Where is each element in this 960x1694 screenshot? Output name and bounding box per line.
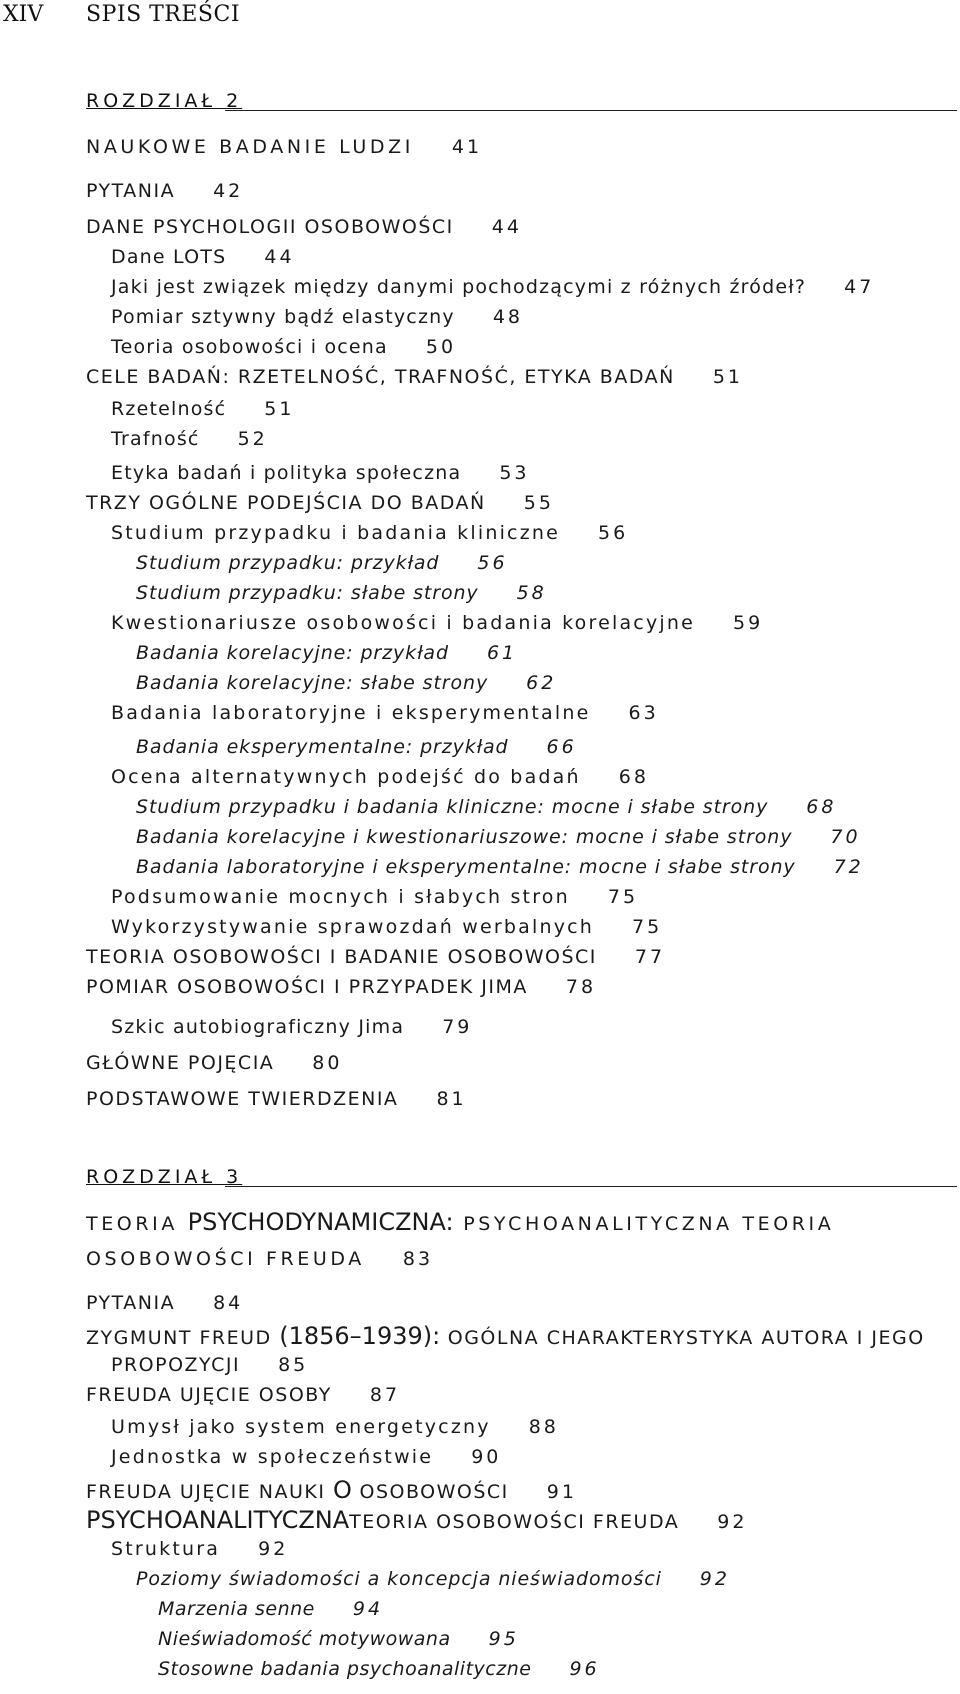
toc-entry[interactable]: [86, 1088, 467, 1110]
toc-entry-text: Badania korelacyjne: słabe strony: [136, 672, 489, 694]
toc-entry[interactable]: [111, 766, 649, 788]
toc-entry-text: Nieświadomość motywowana: [158, 1628, 451, 1650]
toc-entry-text: Pomiar sztywny bądź elastyczny: [111, 306, 455, 328]
page-number: XIV: [3, 2, 44, 27]
chapter-3-title-page: 83: [402, 1248, 434, 1270]
toc-entry[interactable]: [86, 1506, 747, 1534]
toc-entry-text: Kwestionariusze osobowości i badania korelacyjne: [111, 612, 696, 634]
toc-entry[interactable]: [136, 1568, 730, 1590]
toc-entry-text: Podsumowanie mocnych i słabych stron: [111, 886, 570, 908]
toc-entry[interactable]: [111, 336, 456, 358]
toc-entry-page: 52: [237, 428, 268, 450]
toc-entry-page: 58: [516, 582, 547, 604]
toc-entry-page: 55: [523, 492, 554, 514]
toc-entry-page: 94: [352, 1598, 384, 1620]
toc-entry-text: Marzenia senne: [158, 1598, 315, 1620]
toc-entry[interactable]: [136, 736, 577, 758]
chapter-2-title-page: 41: [451, 136, 483, 158]
toc-entry-page: 85: [278, 1354, 309, 1376]
toc-entry[interactable]: [86, 492, 554, 514]
toc-entry-page: 87: [369, 1384, 401, 1406]
toc-entry-page: 50: [425, 336, 457, 358]
toc-entry[interactable]: [111, 916, 662, 938]
toc-entry-text: DANE PSYCHOLOGII OSOBOWOŚCI: [86, 216, 454, 238]
toc-entry[interactable]: [136, 856, 864, 878]
toc-entry-text: PSYCHOANALITYCZNA: [86, 1506, 350, 1534]
toc-entry-page: 44: [264, 246, 295, 268]
toc-entry-text: PODSTAWOWE TWIERDZENIA: [86, 1088, 399, 1110]
toc-entry-text: Teoria osobowości i ocena: [111, 336, 388, 358]
toc-entry[interactable]: [86, 1292, 243, 1314]
toc-entry-page: 51: [712, 366, 744, 388]
toc-entry-text: O: [333, 1476, 352, 1504]
toc-entry-text: POMIAR OSOBOWOŚCI I PRZYPADEK JIMA: [86, 976, 528, 998]
toc-entry-text: GŁÓWNE POJĘCIA: [86, 1052, 275, 1074]
toc-entry-page: 80: [312, 1052, 343, 1074]
chapter-2-rule: [225, 110, 957, 111]
toc-entry[interactable]: [136, 826, 861, 848]
toc-entry-text: Etyka badań i polityka społeczna: [111, 462, 462, 484]
toc-entry[interactable]: [111, 886, 638, 908]
toc-entry-page: 79: [442, 1016, 473, 1038]
toc-entry[interactable]: [86, 1052, 342, 1074]
toc-entry[interactable]: [86, 946, 665, 968]
toc-entry[interactable]: [86, 976, 596, 998]
toc-entry-text: Dane LOTS: [111, 246, 227, 268]
toc-entry-continuation[interactable]: [111, 1354, 308, 1376]
toc-entry-page: 66: [546, 736, 577, 758]
toc-entry[interactable]: [158, 1628, 519, 1650]
toc-entry-page: 72: [833, 856, 864, 878]
toc-entry[interactable]: [111, 306, 523, 328]
toc-entry[interactable]: [136, 672, 556, 694]
toc-entry-text: TRZY OGÓLNE PODEJŚCIA DO BADAŃ: [86, 492, 486, 514]
chapter-3-title-line2[interactable]: [86, 1248, 433, 1270]
toc-entry-page: 59: [733, 612, 764, 634]
toc-entry-page: 62: [526, 672, 557, 694]
toc-entry-page: 51: [264, 398, 295, 420]
toc-entry-page: 42: [213, 180, 244, 202]
toc-entry-text: TEORIA OSOBOWOŚCI I BADANIE OSOBOWOŚCI: [86, 946, 597, 968]
toc-entry[interactable]: [136, 552, 508, 574]
toc-entry-text: Studium przypadku i badania kliniczne: [111, 522, 560, 544]
toc-entry-page: 90: [471, 1446, 502, 1468]
toc-entry[interactable]: [86, 180, 243, 202]
toc-entry-page: 77: [634, 946, 666, 968]
toc-entry-text: FREUDA UJĘCIE NAUKI: [86, 1481, 326, 1503]
toc-entry-text: ZYGMUNT FREUD: [86, 1327, 272, 1349]
toc-entry[interactable]: [111, 1416, 559, 1438]
toc-entry-text: Badania eksperymentalne: przykład: [136, 736, 509, 758]
chapter-3-title-part1: TEORIA: [86, 1213, 178, 1235]
toc-entry-text: Struktura: [111, 1538, 221, 1560]
toc-entry[interactable]: [111, 522, 628, 544]
toc-entry-page: 53: [499, 462, 530, 484]
toc-entry-text-dates: (1856–1939):: [279, 1322, 441, 1350]
toc-entry-page: 81: [436, 1088, 467, 1110]
toc-entry-page: 68: [806, 796, 837, 818]
toc-entry[interactable]: [136, 582, 547, 604]
chapter-2-title-text: NAUKOWE BADANIE LUDZI: [86, 136, 414, 158]
toc-entry-text: Rzetelność: [111, 398, 227, 420]
toc-entry-text: Badania korelacyjne i kwestionariuszowe: mocne i słabe strony: [136, 826, 793, 848]
chapter-2-label: ROZDZIAŁ 2: [86, 90, 243, 112]
toc-entry-text: Poziomy świadomości a koncepcja nieświadomości: [136, 1568, 662, 1590]
toc-entry[interactable]: [111, 462, 530, 484]
toc-entry-text: Badania laboratoryjne i eksperymentalne: mocne i słabe strony: [136, 856, 796, 878]
toc-entry-text: OSOBOWOŚCI: [359, 1481, 509, 1503]
toc-entry[interactable]: [158, 1598, 383, 1620]
toc-entry-page: 84: [213, 1292, 244, 1314]
toc-entry[interactable]: [86, 1476, 577, 1504]
toc-entry[interactable]: [136, 796, 836, 818]
toc-entry[interactable]: [86, 1384, 400, 1406]
toc-entry-page: 68: [618, 766, 649, 788]
chapter-3-title-part2: PSYCHODYNAMICZNA:: [187, 1208, 454, 1236]
toc-entry-page: 75: [607, 886, 639, 908]
toc-entry-text: FREUDA UJĘCIE OSOBY: [86, 1384, 332, 1406]
toc-entry-page: 75: [632, 916, 663, 938]
toc-entry-page: 96: [569, 1658, 600, 1680]
toc-entry-page: 88: [528, 1416, 559, 1438]
toc-entry-page: 48: [492, 306, 523, 328]
toc-entry-text: Ocena alternatywnych podejść do badań: [111, 766, 581, 788]
chapter-3-title[interactable]: [86, 1208, 834, 1236]
toc-entry-text: Jaki jest związek między danymi pochodzącymi z różnych źródeł?: [111, 276, 807, 298]
toc-entry-page: 44: [491, 216, 522, 238]
toc-entry-text: Umysł jako system energetyczny: [111, 1416, 491, 1438]
toc-entry-text: Studium przypadku i badania kliniczne: mocne i słabe strony: [136, 796, 769, 818]
toc-entry[interactable]: [86, 216, 522, 238]
toc-entry[interactable]: [111, 428, 268, 450]
toc-entry[interactable]: [136, 642, 517, 664]
toc-entry-page: 63: [628, 702, 659, 724]
toc-entry[interactable]: [111, 276, 874, 298]
toc-entry[interactable]: [111, 612, 763, 634]
toc-entry-text: Studium przypadku: słabe strony: [136, 582, 479, 604]
toc-entry-text: CELE BADAŃ: RZETELNOŚĆ, TRAFNOŚĆ, ETYKA BADAŃ: [86, 366, 675, 388]
toc-entry[interactable]: [111, 246, 295, 268]
toc-entry-page: 56: [477, 552, 508, 574]
toc-entry[interactable]: [158, 1658, 600, 1680]
toc-entry[interactable]: [111, 1446, 501, 1468]
toc-entry-text: Stosowne badania psychoanalityczne: [158, 1658, 532, 1680]
toc-entry-page: 92: [258, 1538, 289, 1560]
toc-entry-text: Szkic autobiograficzny Jima: [111, 1016, 405, 1038]
toc-entry[interactable]: [86, 366, 743, 388]
toc-entry-page: 91: [546, 1481, 577, 1503]
toc-entry-page: 61: [486, 642, 518, 664]
chapter-3-title-line2-text: OSOBOWOŚCI FREUDA: [86, 1248, 365, 1270]
toc-entry-page: 92: [717, 1511, 748, 1533]
toc-entry-page: 56: [598, 522, 629, 544]
toc-entry-page: 95: [488, 1628, 519, 1650]
toc-entry[interactable]: [111, 1016, 472, 1038]
toc-entry-page: 70: [830, 826, 861, 848]
toc-entry-text: PYTANIA: [86, 1292, 176, 1314]
toc-entry-text: Trafność: [111, 428, 200, 450]
chapter-3-label: ROZDZIAŁ 3: [86, 1166, 243, 1188]
toc-entry[interactable]: [86, 1322, 925, 1350]
toc-entry-text: OGÓLNA CHARAKTERYSTYKA AUTORA I JEGO: [447, 1327, 925, 1349]
chapter-2-title[interactable]: [86, 136, 482, 158]
chapter-3-title-part3: PSYCHOANALITYCZNA TEORIA: [463, 1213, 835, 1235]
toc-entry-page: 78: [565, 976, 597, 998]
toc-entry-text: PYTANIA: [86, 180, 176, 202]
chapter-3-rule: [225, 1186, 957, 1187]
toc-entry-text: Studium przypadku: przykład: [136, 552, 440, 574]
toc-entry-text: Badania korelacyjne: przykład: [136, 642, 449, 664]
toc-entry[interactable]: [111, 1538, 288, 1560]
toc-entry-text: Wykorzystywanie sprawozdań werbalnych: [111, 916, 595, 938]
toc-entry-page: 92: [699, 1568, 730, 1590]
toc-entry-text: Badania laboratoryjne i eksperymentalne: [111, 702, 591, 724]
toc-entry-page: 47: [844, 276, 875, 298]
toc-entry-text: PROPOZYCJI: [111, 1354, 241, 1376]
toc-entry[interactable]: [111, 398, 294, 420]
toc-entry[interactable]: [111, 702, 659, 724]
running-title: SPIS TREŚCI: [86, 2, 241, 27]
toc-entry-text: Jednostka w społeczeństwie: [111, 1446, 434, 1468]
toc-entry-text: TEORIA OSOBOWOŚCI FREUDA: [349, 1511, 680, 1533]
